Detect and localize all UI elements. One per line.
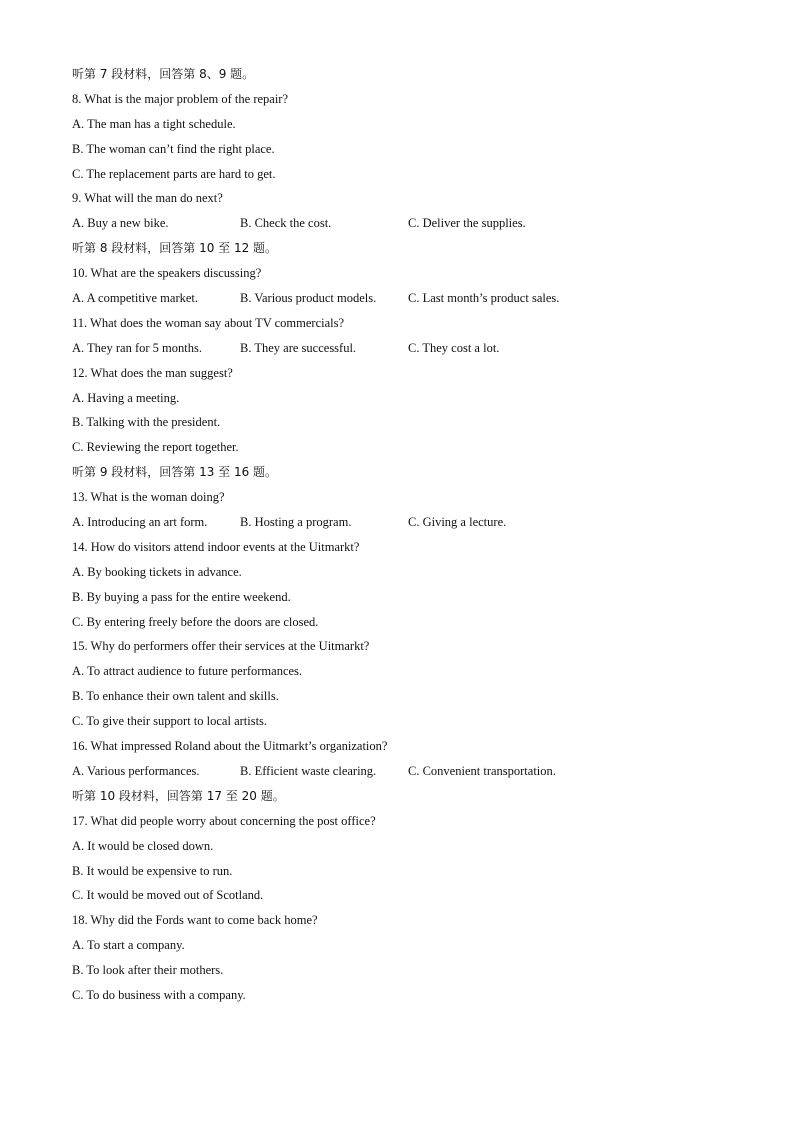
- answer-option: B. The woman can’t find the right place.: [72, 141, 275, 156]
- answer-option: B. To look after their mothers.: [72, 963, 224, 978]
- answer-option: C. Giving a lecture.: [408, 515, 507, 530]
- section-heading: 听第 7 段材料，回答第 8、9 题。: [72, 67, 255, 81]
- options-row: [72, 286, 732, 311]
- section-heading: 听第 9 段材料，回答第 13 至 16 题。: [72, 465, 278, 480]
- question-text: 17. What did people worry about concerning the post office?: [72, 813, 376, 828]
- question-text: 15. Why do performers offer their services at the Uitmarkt?: [72, 639, 370, 654]
- answer-option: B. They are successful.: [240, 340, 357, 355]
- answer-option: B. To enhance their own talent and skills.: [72, 689, 279, 704]
- answer-option: B. It would be expensive to run.: [72, 863, 233, 878]
- question-text: 12. What does the man suggest?: [72, 365, 233, 380]
- answer-option: C. They cost a lot.: [408, 340, 500, 355]
- question-text: 9. What will the man do next?: [72, 191, 223, 206]
- question-text: 8. What is the major problem of the repair?: [72, 91, 289, 106]
- question-text: 11. What does the woman say about TV commercials?: [72, 315, 345, 330]
- answer-option: C. To give their support to local artists.: [72, 714, 268, 729]
- answer-option: B. Talking with the president.: [72, 415, 221, 430]
- answer-option: B. Efficient waste clearing.: [240, 763, 377, 778]
- answer-option: A. The man has a tight schedule.: [72, 116, 236, 131]
- options-row: [72, 211, 732, 236]
- answer-option: A. Buy a new bike.: [72, 216, 169, 231]
- exam-page: [72, 62, 732, 1008]
- answer-option: C. By entering freely before the doors are closed.: [72, 614, 319, 629]
- question-text: 16. What impressed Roland about the Uitmarkt’s organization?: [72, 739, 388, 754]
- answer-option: B. By buying a pass for the entire weekend.: [72, 589, 291, 604]
- answer-option: C. It would be moved out of Scotland.: [72, 888, 264, 903]
- answer-option: B. Check the cost.: [240, 216, 332, 231]
- options-row: [72, 510, 732, 535]
- answer-option: A. Introducing an art form.: [72, 515, 208, 530]
- section-heading: 听第 10 段材料，回答第 17 至 20 题。: [72, 788, 285, 803]
- options-row: [72, 759, 732, 784]
- answer-option: A. Having a meeting.: [72, 390, 180, 405]
- answer-option: C. Deliver the supplies.: [408, 216, 526, 231]
- answer-option: C. Reviewing the report together.: [72, 440, 239, 455]
- answer-option: C. To do business with a company.: [72, 987, 246, 1002]
- options-row: [72, 336, 732, 361]
- answer-option: A. Various performances.: [72, 763, 200, 778]
- answer-option: A. A competitive market.: [72, 291, 199, 306]
- answer-option: A. They ran for 5 months.: [72, 340, 202, 355]
- answer-option: A. By booking tickets in advance.: [72, 564, 242, 579]
- question-text: 13. What is the woman doing?: [72, 490, 225, 505]
- answer-option: A. To start a company.: [72, 938, 185, 953]
- answer-option: C. The replacement parts are hard to get.: [72, 166, 276, 181]
- question-text: 14. How do visitors attend indoor events at the Uitmarkt?: [72, 539, 360, 554]
- question-text: 18. Why did the Fords want to come back home?: [72, 913, 318, 928]
- section-heading: 听第 8 段材料，回答第 10 至 12 题。: [72, 241, 278, 256]
- answer-option: A. To attract audience to future performances.: [72, 664, 303, 679]
- answer-option: C. Last month’s product sales.: [408, 291, 560, 306]
- question-text: 10. What are the speakers discussing?: [72, 266, 262, 281]
- answer-option: A. It would be closed down.: [72, 838, 214, 853]
- answer-option: C. Convenient transportation.: [408, 763, 556, 778]
- answer-option: B. Hosting a program.: [240, 515, 352, 530]
- answer-option: B. Various product models.: [240, 291, 377, 306]
